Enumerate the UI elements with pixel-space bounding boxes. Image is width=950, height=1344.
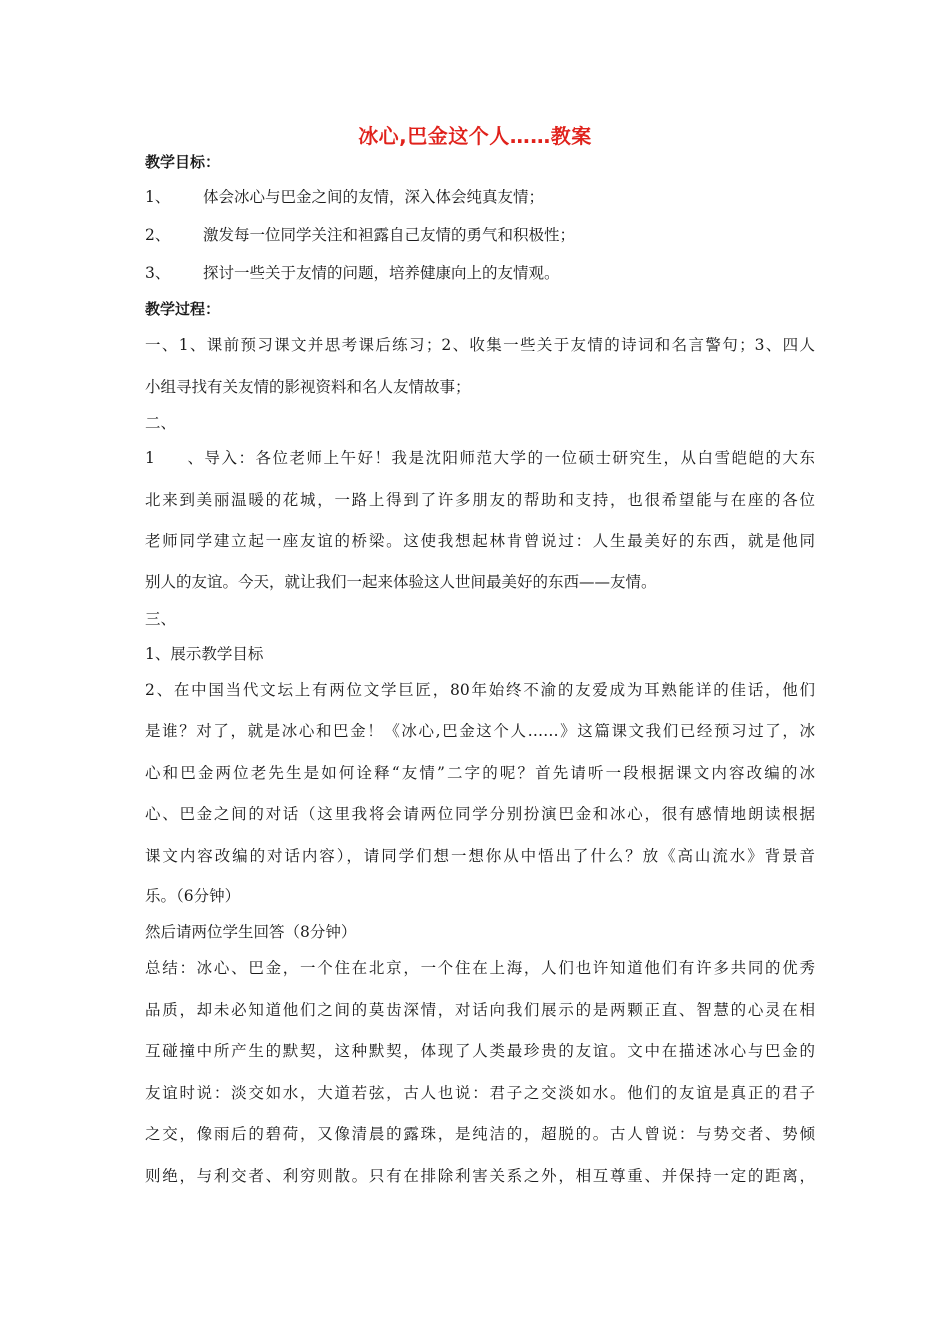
intro-text: 导入：各位老师上午好！我是沈阳师范大学的一位硕士研究生，从白雪皑皑的大东 xyxy=(203,449,815,467)
paragraph-line: 北来到美丽温暖的花城，一路上得到了许多朋友的帮助和支持，也很希望能与在座的各位 xyxy=(145,491,815,509)
paragraph-line: 老师同学建立起一座友谊的桥梁。这使我想起林肯曾说过：人生最美好的东西，就是他同 xyxy=(145,532,815,550)
document-title: 冰心,巴金这个人……教案 xyxy=(358,124,592,148)
paragraph-line: 然后请两位学生回答（8分钟） xyxy=(145,923,357,941)
goal-text: 体会冰心与巴金之间的友情，深入体会纯真友情； xyxy=(203,188,545,206)
paragraph-line: 课文内容改编的对话内容），请同学们想一想你从中悟出了什么？放《高山流水》背景音 xyxy=(145,847,815,865)
paragraph-line: 品质，却未必知道他们之间的莫齿深情，对话向我们展示的是两颗正直、智慧的心灵在相 xyxy=(145,1001,815,1019)
paragraph-line: 互碰撞中所产生的默契，这种默契，体现了人类最珍贵的友谊。文中在描述冰心与巴金的 xyxy=(145,1042,815,1060)
paragraph-line: 则绝，与利交者、利穷则散。只有在排除利害关系之外，相互尊重、并保持一定的距离， xyxy=(145,1167,815,1185)
intro-number: 1、 xyxy=(145,449,203,467)
paragraph-line: 是谁？对了，就是冰心和巴金！《冰心,巴金这个人……》这篇课文我们已经预习过了，冰 xyxy=(145,722,815,740)
intro-line xyxy=(145,448,815,468)
paragraph-line: 心、巴金之间的对话（这里我将会请两位同学分别扮演巴金和冰心，很有感情地朗读根据 xyxy=(145,805,815,823)
goal-item xyxy=(145,187,815,207)
goal-number: 2、 xyxy=(145,226,171,244)
paragraph-line: 心和巴金两位老先生是如何诠释“友情”二字的呢？首先请听一段根据课文内容改编的冰 xyxy=(145,764,815,782)
paragraph-line: 乐。（6分钟） xyxy=(145,887,241,905)
paragraph-line: 总结：冰心、巴金，一个住在北京，一个住在上海，人们也许知道他们有许多共同的优秀 xyxy=(145,959,815,977)
paragraph-line: 一、1、课前预习课文并思考课后练习；2、收集一些关于友情的诗词和名言警句；3、四人 xyxy=(145,336,815,354)
paragraph-line: 1、展示教学目标 xyxy=(145,645,264,663)
goal-number: 3、 xyxy=(145,264,171,282)
goal-number: 1、 xyxy=(145,188,171,206)
goals-heading: 教学目标： xyxy=(145,153,221,171)
paragraph-line: 友谊时说：淡交如水，大道若弦，古人也说：君子之交淡如水。他们的友谊是真正的君子 xyxy=(145,1084,815,1102)
goal-item xyxy=(145,263,815,283)
paragraph-line: 三、 xyxy=(145,610,177,628)
goal-text: 激发每一位同学关注和袒露自己友情的勇气和积极性； xyxy=(203,226,576,244)
paragraph-line: 别人的友谊。今天，就让我们一起来体验这人世间最美好的东西——友情。 xyxy=(145,573,657,591)
paragraph-line: 之交，像雨后的碧荷，又像清晨的露珠，是纯洁的，超脱的。古人曾说：与势交者、势倾 xyxy=(145,1125,815,1143)
paragraph-line: 2、在中国当代文坛上有两位文学巨匠，80年始终不渝的友爱成为耳熟能详的佳话，他们 xyxy=(145,681,815,699)
paragraph-line: 二、 xyxy=(145,414,177,432)
paragraph-line: 小组寻找有关友情的影视资料和名人友情故事； xyxy=(145,378,471,396)
goal-item xyxy=(145,225,815,245)
process-heading: 教学过程： xyxy=(145,300,221,318)
goal-text: 探讨一些关于友情的问题，培养健康向上的友情观。 xyxy=(203,264,560,282)
